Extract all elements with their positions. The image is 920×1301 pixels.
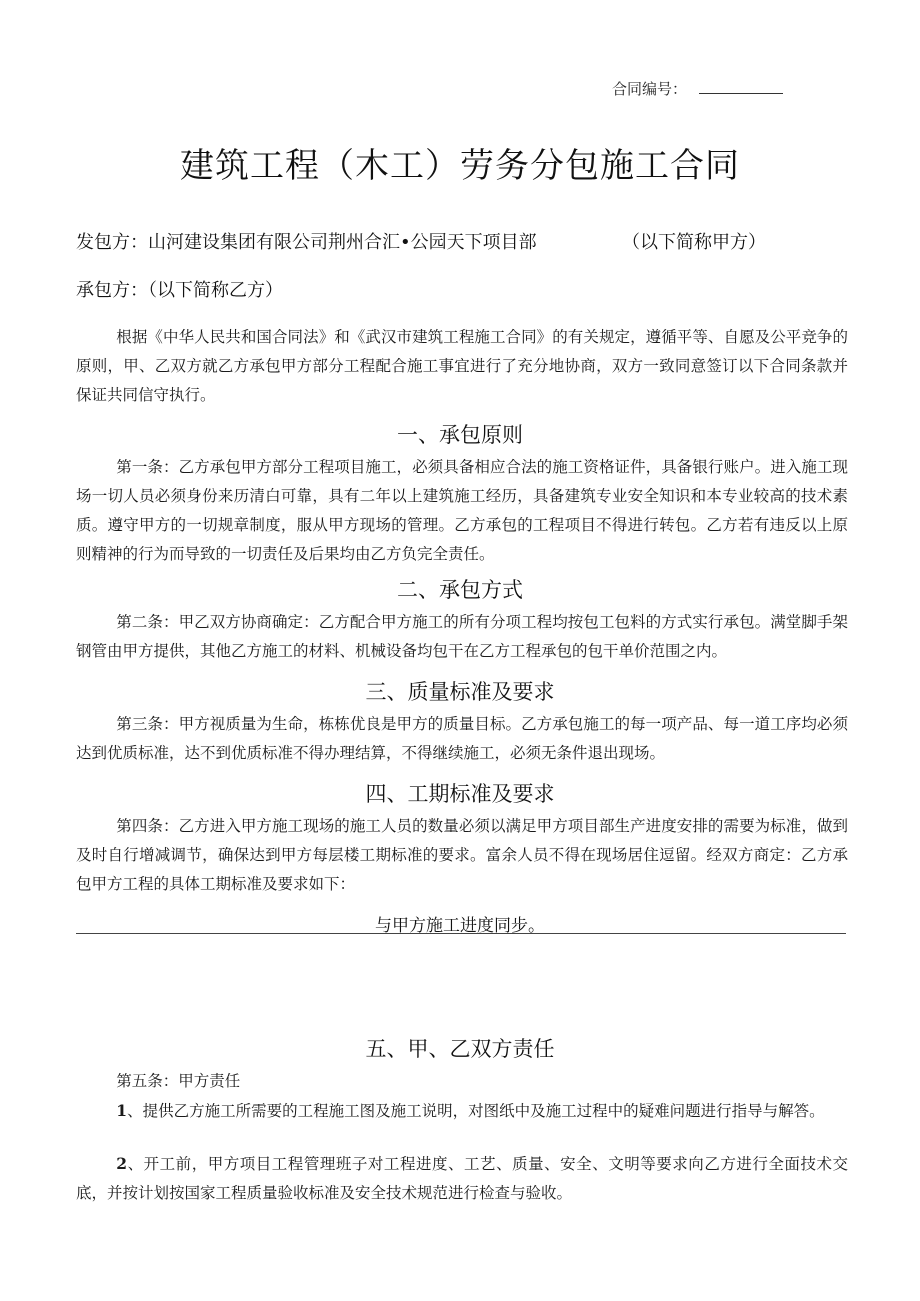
item-text: 、提供乙方施工所需要的工程施工图及施工说明，对图纸中及施工过程中的疑难问题进行指导与解答。 [127,1102,825,1120]
party-a: 发包方：山河建设集团有限公司荆州合汇•公园天下项目部 [76,232,537,253]
item-text: 、开工前，甲方项目工程管理班子对工程进度、工艺、质量、安全、文明等要求向乙方进行全面技术交底，并按计划按国家工程质量验收标准及安全技术规范进行检查与验收。 [76,1155,848,1202]
section-text-4: 第四条：乙方进入甲方施工现场的施工人员的数量必须以满足甲方项目部生产进度安排的需要为标准，做到及时自行增减调节，确保达到甲方每层楼工期标准的要求。富余人员不得在现场居住逗留。经双方商定：乙方承包甲方工程的具体工期标准及要求如下： [76,817,848,893]
intro-paragraph: 根据《中华人民共和国合同法》和《武汉市建筑工程施工合同》的有关规定，遵循平等、自愿及公平竞争的原则，甲、乙双方就乙方承包甲方部分工程配合施工事宜进行了充分地协商，双方一致同意签订以下合同条款并保证共同信守执行。 [76,328,848,404]
document-title: 建筑工程（木工）劳务分包施工合同 [180,146,740,186]
schedule-note: 与甲方施工进度同步。 [375,916,545,936]
section-text-5: 第五条：甲方责任 [116,1072,241,1090]
party-a-line [76,228,766,254]
item-number: 2 [116,1154,128,1173]
section-heading-3: 三、质量标准及要求 [365,680,555,704]
contract-number [612,78,783,99]
section-text-3: 第三条：甲方视质量为生命，栋栋优良是甲方的质量目标。乙方承包施工的每一项产品、每一道工序均必须达到优质标准，达不到优质标准不得办理结算，不得继续施工，必须无条件退出现场。 [76,715,848,762]
item-number: 1 [116,1101,128,1120]
section-heading-5: 五、甲、乙双方责任 [365,1037,555,1061]
responsibility-item-1 [76,1096,848,1126]
section-heading-4: 四、工期标准及要求 [365,782,555,806]
party-a-suffix: （以下简称甲方） [622,232,766,253]
contract-number-label: 合同编号： [612,80,688,98]
page-divider [76,933,846,934]
contract-number-blank [699,79,783,94]
responsibility-item-2 [76,1149,848,1208]
section-heading-2: 二、承包方式 [397,578,523,602]
section-text-2: 第二条：甲乙双方协商确定：乙方配合甲方施工的所有分项工程均按包工包料的方式实行承包。满堂脚手架钢管由甲方提供，其他乙方施工的材料、机械设备均包干在乙方工程承包的包干单价范围之内。 [76,613,848,660]
section-text-1: 第一条：乙方承包甲方部分工程项目施工，必须具备相应合法的施工资格证件，具备银行账户。进入施工现场一切人员必须身份来历清白可靠，具有二年以上建筑施工经历，具备建筑专业安全知识和本专业较高的技术素质。遵守甲方的一切规章制度，服从甲方现场的管理。乙方承包的工程项目不得进行转包。乙方若有违反以上原则精神的行为而导致的一切责任及后果均由乙方负完全责任。 [76,458,848,563]
section-heading-1: 一、承包原则 [397,423,523,447]
party-b: 承包方：（以下简称乙方） [76,280,283,301]
